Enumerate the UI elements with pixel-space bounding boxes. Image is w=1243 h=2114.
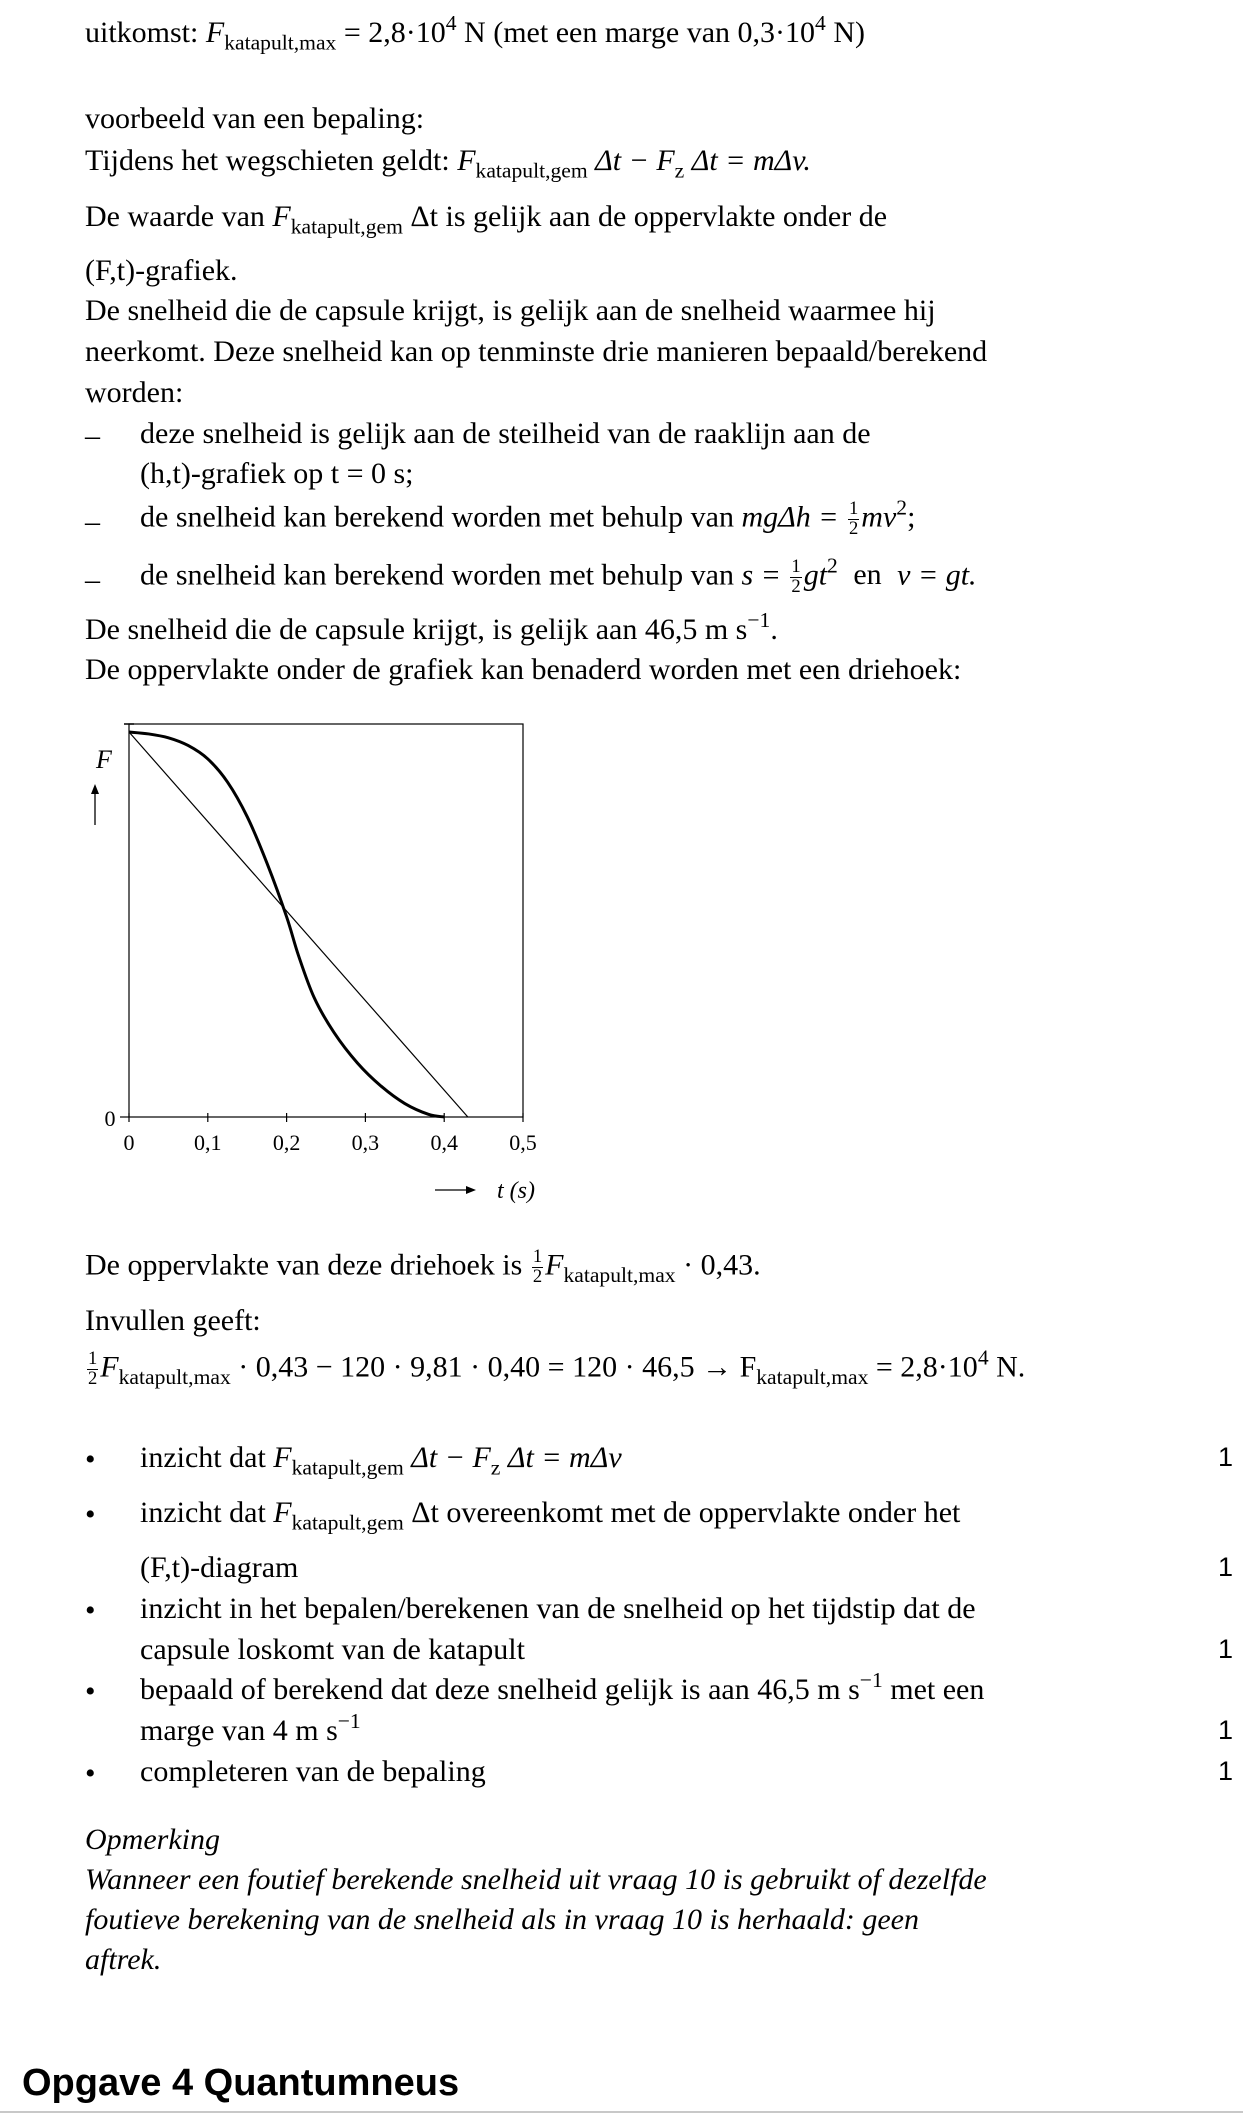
remark-line-1: Wanneer een foutief berekende snelheid uit vraag 10 is gebruikt of dezelfde: [85, 1863, 987, 1896]
text: Δt overeenkomt met de oppervlakte onder het: [411, 1496, 961, 1529]
text: · 0,43.: [683, 1248, 761, 1282]
exp: −1: [747, 608, 771, 633]
criterion-4: [140, 1668, 985, 1706]
after-line-3: [85, 1345, 1026, 1389]
result-margin-unit: N): [833, 16, 865, 49]
result-label: uitkomst:: [85, 16, 199, 49]
result-unit: N: [464, 16, 486, 49]
result-margin: (met een marge van 0,3·10: [493, 16, 816, 49]
after-line-1: [85, 1248, 761, 1287]
text: .: [770, 613, 778, 646]
criterion-3: inzicht in het bepalen/berekenen van de snelheid op het tijdstip dat de: [140, 1592, 976, 1625]
formula: Δt = mΔv: [507, 1441, 622, 1474]
dash-item-2: [140, 495, 916, 539]
exp: 4: [977, 1345, 989, 1370]
formula: s =: [741, 558, 781, 592]
criterion-2: [140, 1496, 961, 1535]
text: de snelheid kan berekend worden met behulp van: [140, 558, 734, 592]
score-1: 1: [1218, 1442, 1234, 1472]
text: Δt is gelijk aan de oppervlakte onder de: [410, 200, 888, 233]
sub: katapult,max: [118, 1364, 231, 1389]
symbol-f: F: [100, 1350, 119, 1384]
sub: z: [490, 1455, 501, 1480]
numerator: 1: [791, 556, 801, 577]
dash-item-1a: deze snelheid is gelijk aan de steilheid van de raaklijn aan de: [140, 417, 871, 450]
x-tick-label-4: 0,4: [430, 1130, 458, 1155]
sub: katapult,max: [756, 1364, 869, 1389]
bullet: •: [85, 1594, 96, 1627]
dash-item-1b: (h,t)-grafiek op t = 0 s;: [140, 457, 414, 490]
score-3: 1: [1218, 1634, 1234, 1664]
fraction: [87, 1350, 98, 1389]
remark-line-2: foutieve berekening van de snelheid als in vraag 10 is herhaald: geen: [85, 1903, 919, 1936]
result-sub: katapult,max: [224, 30, 337, 55]
y-axis-label: F: [96, 745, 112, 774]
result-value: = 2,8·10: [343, 16, 446, 49]
text: De waarde van: [85, 200, 265, 233]
denominator: 2: [791, 575, 801, 597]
formula: · 0,43 − 120 · 9,81 · 0,40 = 120 · 46,5 → F: [238, 1350, 757, 1384]
fraction: [848, 500, 859, 539]
bullet: •: [85, 1675, 96, 1708]
criterion-5: completeren van de bepaling: [140, 1755, 486, 1788]
example-line-1: [85, 144, 811, 183]
text: inzicht dat: [140, 1441, 266, 1474]
criterion-4-line-2: [140, 1709, 361, 1747]
y-axis-arrow-head: [91, 784, 99, 794]
force-time-graph: [80, 715, 560, 1215]
exp: 2: [827, 553, 838, 578]
dash-marker: –: [85, 419, 100, 452]
criterion-3-line-2: capsule loskomt van de katapult: [140, 1633, 525, 1666]
x-tick-label-1: 0,1: [194, 1130, 222, 1155]
formula: v = gt.: [897, 558, 977, 592]
denominator: 2: [532, 1265, 543, 1287]
text: marge van 4 m s: [140, 1714, 338, 1747]
result-margin-exp: 4: [815, 11, 826, 36]
criterion-2-line-2: (F,t)-diagram: [140, 1551, 299, 1584]
after-line-2: Invullen geeft:: [85, 1304, 261, 1337]
plot-frame: [129, 724, 523, 1117]
bullet: •: [85, 1443, 96, 1476]
formula: Δt − F: [595, 144, 675, 177]
denominator: 2: [88, 1367, 98, 1389]
section-heading: Opgave 4 Quantumneus: [22, 2062, 460, 2104]
fraction: [532, 1248, 543, 1287]
text: Tijdens het wegschieten geldt:: [85, 144, 450, 177]
bullet: •: [85, 1498, 96, 1531]
formula: Δt = mΔv.: [691, 144, 811, 177]
symbol-f: F: [457, 144, 476, 177]
numerator: 1: [849, 498, 859, 519]
formula: mv: [861, 500, 897, 534]
sub: katapult,max: [563, 1262, 676, 1287]
x-axis-label: t (s): [497, 1178, 535, 1204]
exp: −1: [859, 1668, 883, 1693]
symbol-f: F: [273, 1441, 292, 1474]
example-line-2: [85, 200, 888, 239]
dash-marker: –: [85, 563, 100, 596]
x-tick-label-5: 0,5: [509, 1130, 537, 1155]
exp: −1: [337, 1709, 361, 1734]
formula: gt: [803, 558, 828, 592]
sub: z: [674, 158, 685, 183]
example-heading: voorbeeld van een bepaling:: [85, 102, 425, 135]
example-line-3: (F,t)-grafiek.: [85, 254, 238, 287]
score-2: 1: [1218, 1552, 1234, 1582]
score-5: 1: [1218, 1756, 1234, 1786]
formula: Δt − F: [411, 1441, 491, 1474]
example-line-4: De snelheid die de capsule krijgt, is gelijk aan de snelheid waarmee hij: [85, 294, 936, 327]
dash-marker: –: [85, 505, 100, 538]
text: De oppervlakte van deze driehoek is: [85, 1248, 523, 1282]
text: N.: [996, 1350, 1026, 1384]
text: de snelheid kan berekend worden met behulp van: [140, 500, 734, 534]
text: en: [853, 558, 882, 592]
symbol-f: F: [545, 1248, 564, 1282]
result-exp: 4: [445, 11, 457, 36]
x-tick-label-0: 0: [123, 1130, 135, 1155]
denominator: 2: [849, 517, 859, 539]
symbol-f: F: [273, 1496, 292, 1529]
result-line: [85, 11, 865, 55]
text: bepaald of berekend dat deze snelheid gelijk is aan 46,5 m s: [140, 1673, 860, 1706]
x-axis-arrow-head: [466, 1186, 476, 1194]
force-curve: [129, 732, 444, 1117]
text: inzicht dat: [140, 1496, 266, 1529]
dash-item-3: [140, 553, 977, 597]
sub: katapult,gem: [475, 158, 588, 183]
example-line-6: worden:: [85, 376, 184, 409]
example-line-7: [85, 608, 778, 646]
bullet: •: [85, 1757, 96, 1790]
sub: katapult,gem: [291, 1455, 404, 1480]
text: = 2,8·10: [875, 1350, 978, 1384]
page-bottom-rule: [0, 2111, 1243, 2113]
remark-title: Opmerking: [85, 1823, 220, 1856]
x-tick-labels: [124, 1130, 537, 1155]
remark-line-3: aftrek.: [85, 1943, 162, 1976]
sub: katapult,gem: [290, 214, 403, 239]
text: De snelheid die de capsule krijgt, is gelijk aan 46,5 m s: [85, 613, 748, 646]
exp: 2: [896, 495, 908, 520]
y-tick-label-0: 0: [104, 1106, 116, 1131]
score-4: 1: [1218, 1715, 1234, 1745]
example-line-5: neerkomt. Deze snelheid kan op tenminste drie manieren bepaald/berekend: [85, 335, 988, 368]
text: ;: [907, 500, 916, 534]
x-tick-label-3: 0,3: [351, 1130, 380, 1155]
example-line-8: De oppervlakte onder de grafiek kan benaderd worden met een driehoek:: [85, 653, 962, 686]
text: met een: [890, 1673, 985, 1706]
fraction: [790, 558, 801, 597]
triangle-approximation-line: [129, 732, 468, 1117]
criterion-1: [140, 1441, 622, 1480]
x-tick-label-2: 0,2: [272, 1130, 301, 1155]
formula: mgΔh =: [741, 500, 839, 534]
result-symbol: F: [205, 16, 225, 49]
symbol-f: F: [272, 200, 291, 233]
sub: katapult,gem: [291, 1510, 404, 1535]
numerator: 1: [88, 1348, 98, 1369]
numerator: 1: [532, 1246, 543, 1267]
